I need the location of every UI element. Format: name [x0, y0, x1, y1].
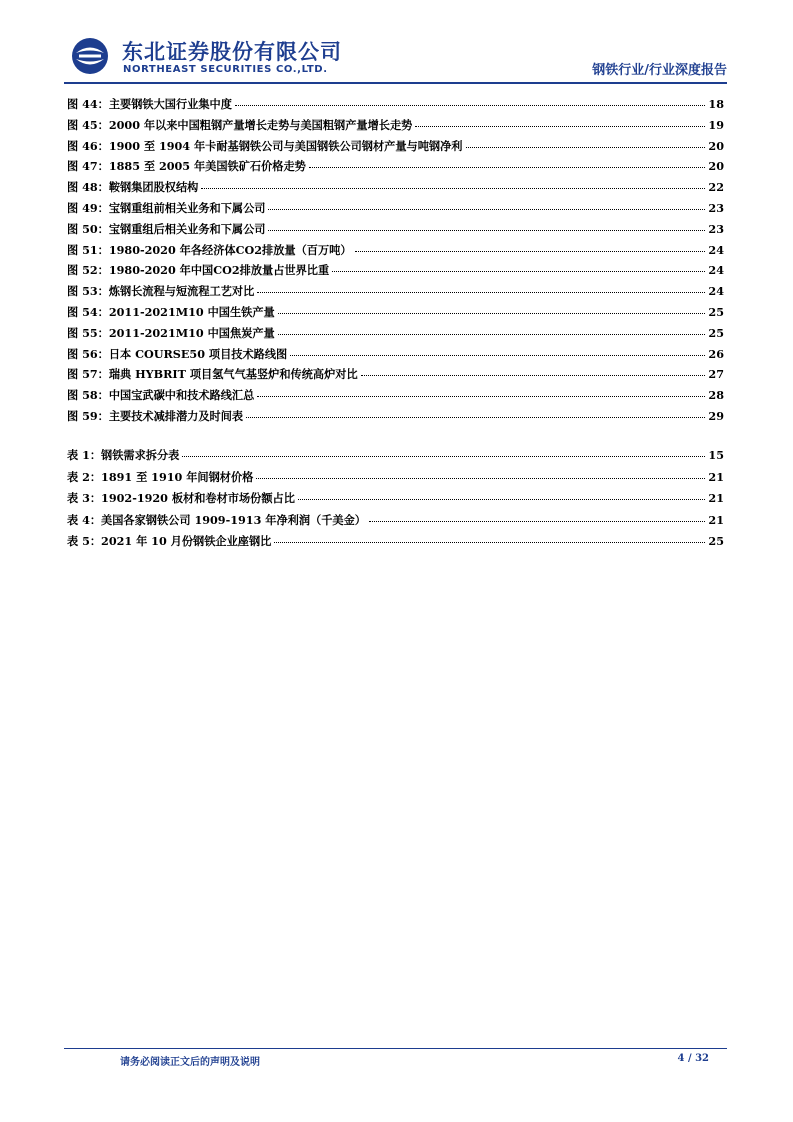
figure-index	[67, 96, 724, 429]
table-index	[67, 447, 724, 555]
dot-leader	[298, 499, 705, 500]
toc-entry-label: 图 47：1885 至 2005 年美国铁矿石价格走势	[67, 159, 306, 174]
toc-entry-label: 图 58：中国宝武碳中和技术路线汇总	[67, 388, 255, 403]
toc-entry-page: 20	[708, 159, 724, 174]
toc-entry[interactable]	[67, 117, 724, 138]
toc-entry-label: 图 50：宝钢重组后相关业务和下属公司	[67, 221, 266, 236]
toc-entry-page: 25	[708, 325, 724, 340]
dot-leader	[268, 209, 705, 210]
company-logo-icon	[70, 36, 110, 76]
toc-entry[interactable]	[67, 490, 724, 512]
toc-entry-label: 图 59：主要技术减排潜力及时间表	[67, 408, 244, 423]
toc-entry-label: 图 57：瑞典 HYBRIT 项目氢气气基竖炉和传统高炉对比	[67, 367, 358, 382]
toc-entry-label: 表 2：1891 至 1910 年间钢材价格	[67, 469, 254, 484]
toc-entry-label: 表 1：钢铁需求拆分表	[67, 448, 180, 462]
dot-leader	[361, 375, 705, 376]
toc-entry-page: 28	[708, 388, 724, 403]
toc-entry[interactable]	[67, 447, 724, 469]
toc-entry-page: 24	[708, 284, 724, 299]
toc-entry[interactable]	[67, 96, 724, 117]
toc-entry-page: 23	[708, 200, 724, 215]
toc-entry-label: 图 49：宝钢重组前相关业务和下属公司	[67, 200, 266, 215]
toc-entry-label: 图 52：1980-2020 年中国CO2排放量占世界比重	[67, 263, 330, 278]
dot-leader	[290, 355, 705, 356]
dot-leader	[278, 313, 705, 314]
toc-entry-label: 图 55：2011-2021M10 中国焦炭产量	[67, 325, 275, 340]
toc-entry-label: 图 53：炼钢长流程与短流程工艺对比	[67, 284, 255, 299]
toc-entry[interactable]	[67, 179, 724, 200]
toc-entry-label: 图 51：1980-2020 年各经济体CO2排放量（百万吨）	[67, 242, 352, 257]
toc-entry[interactable]	[67, 408, 724, 429]
toc-entry[interactable]	[67, 304, 724, 325]
footer-divider	[64, 1048, 727, 1049]
toc-entry-page: 24	[708, 263, 724, 278]
toc-entry-label: 图 44：主要钢铁大国行业集中度	[67, 97, 232, 111]
toc-entry[interactable]	[67, 512, 724, 534]
toc-entry[interactable]	[67, 325, 724, 346]
header-divider	[64, 82, 727, 84]
dot-leader	[257, 396, 705, 397]
page-number: 4 / 32	[677, 1053, 709, 1064]
toc-entry-page: 29	[708, 408, 724, 423]
toc-entry-page: 21	[708, 491, 724, 506]
toc-entry-page: 20	[708, 138, 724, 153]
dot-leader	[201, 188, 705, 189]
toc-entry-page: 26	[708, 346, 724, 361]
company-name-en: NORTHEAST SECURITIES CO.,LTD.	[123, 64, 328, 75]
toc-entry-page: 23	[708, 221, 724, 236]
dot-leader	[278, 334, 705, 335]
page-header	[64, 30, 727, 82]
toc-entry[interactable]	[67, 346, 724, 367]
dot-leader	[256, 478, 705, 479]
dot-leader	[355, 251, 705, 252]
toc-entry[interactable]	[67, 533, 724, 555]
dot-leader	[309, 167, 705, 168]
toc-entry-page: 19	[708, 117, 724, 132]
dot-leader	[182, 456, 705, 457]
dot-leader	[466, 147, 706, 148]
report-type: 钢铁行业/行业深度报告	[592, 63, 727, 78]
toc-entry-page: 21	[708, 512, 724, 527]
dot-leader	[369, 521, 705, 522]
toc-entry-page: 18	[708, 97, 724, 111]
toc-entry-label: 表 4：美国各家钢铁公司 1909-1913 年净利润（千美金）	[67, 512, 366, 527]
dot-leader	[268, 230, 705, 231]
toc-entry[interactable]	[67, 283, 724, 304]
toc-entry-page: 24	[708, 242, 724, 257]
toc-entry-label: 表 5：2021 年 10 月份钢铁企业座钢比	[67, 534, 272, 549]
toc-entry[interactable]	[67, 158, 724, 179]
toc-entry-label: 图 48：鞍钢集团股权结构	[67, 180, 199, 195]
toc-entry[interactable]	[67, 242, 724, 263]
toc-entry-page: 21	[708, 469, 724, 484]
toc-entry-label: 图 45：2000 年以来中国粗钢产量增长走势与美国粗钢产量增长走势	[67, 117, 413, 132]
toc-entry-page: 15	[708, 448, 724, 462]
toc-entry-label: 图 56：日本 COURSE50 项目技术路线图	[67, 346, 288, 361]
company-name-cn: 东北证券股份有限公司	[122, 40, 342, 64]
toc-entry[interactable]	[67, 262, 724, 283]
toc-entry[interactable]	[67, 138, 724, 159]
toc-entry[interactable]	[67, 200, 724, 221]
dot-leader	[257, 292, 705, 293]
dot-leader	[235, 105, 705, 106]
toc-entry-page: 25	[708, 304, 724, 319]
toc-entry-label: 表 3：1902-1920 板材和卷材市场份额占比	[67, 491, 295, 506]
dot-leader	[415, 126, 705, 127]
toc-entry[interactable]	[67, 366, 724, 387]
toc-entry[interactable]	[67, 221, 724, 242]
toc-entry[interactable]	[67, 469, 724, 491]
toc-entry-label: 图 46：1900 至 1904 年卡耐基钢铁公司与美国钢铁公司钢材产量与吨钢净利	[67, 138, 463, 153]
toc-entry-label: 图 54：2011-2021M10 中国生铁产量	[67, 304, 275, 319]
toc-entry[interactable]	[67, 387, 724, 408]
dot-leader	[274, 542, 705, 543]
toc-entry-page: 25	[708, 534, 724, 549]
dot-leader	[246, 417, 705, 418]
dot-leader	[332, 271, 705, 272]
toc-entry-page: 22	[708, 180, 724, 195]
disclaimer-note: 请务必阅读正文后的声明及说明	[120, 1057, 260, 1068]
toc-entry-page: 27	[708, 367, 724, 382]
